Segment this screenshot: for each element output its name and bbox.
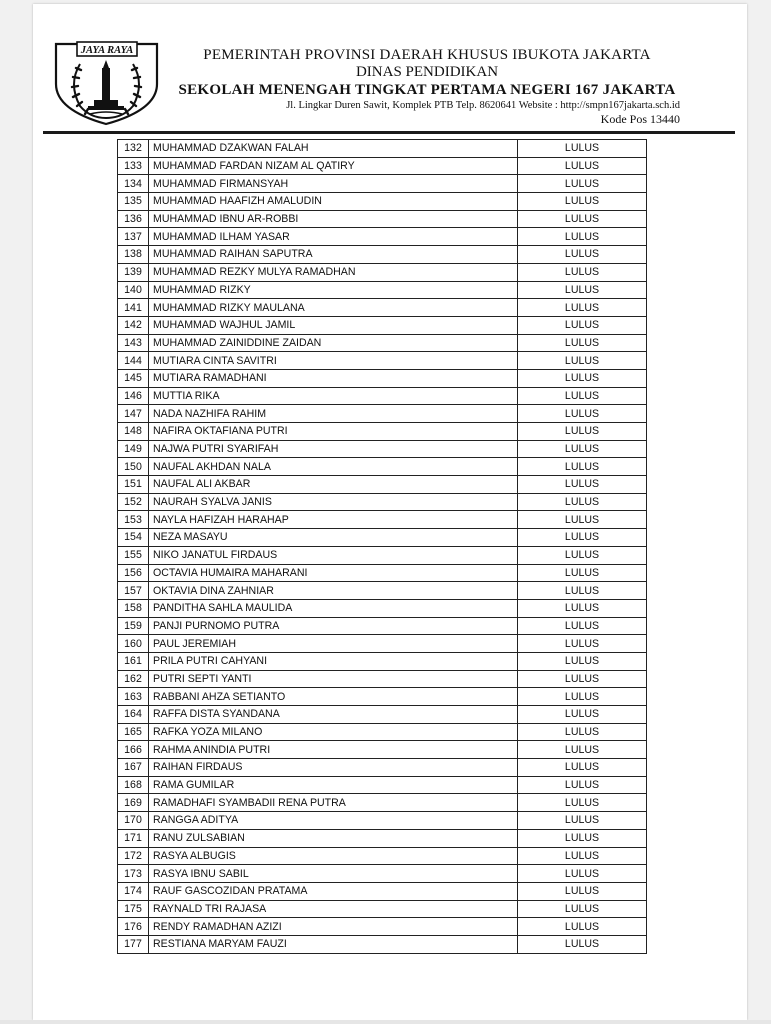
student-name: MUHAMMAD RIZKY MAULANA <box>149 299 518 317</box>
table-row <box>118 140 647 158</box>
row-number: 142 <box>118 316 149 334</box>
student-name: PANDITHA SAHLA MAULIDA <box>149 599 518 617</box>
graduation-status: LULUS <box>518 847 647 865</box>
table-row <box>118 405 647 423</box>
graduation-status: LULUS <box>518 440 647 458</box>
graduation-status: LULUS <box>518 882 647 900</box>
student-name: NEZA MASAYU <box>149 529 518 547</box>
graduation-table-body <box>118 140 647 954</box>
graduation-status: LULUS <box>518 688 647 706</box>
graduation-status: LULUS <box>518 493 647 511</box>
graduation-status: LULUS <box>518 635 647 653</box>
row-number: 148 <box>118 423 149 441</box>
row-number: 169 <box>118 794 149 812</box>
student-name: MUHAMMAD RIZKY <box>149 281 518 299</box>
letterhead-school-name: SEKOLAH MENENGAH TINGKAT PERTAMA NEGERI 167 JAKARTA <box>178 82 676 98</box>
row-number: 133 <box>118 157 149 175</box>
table-row <box>118 741 647 759</box>
table-row <box>118 369 647 387</box>
table-row <box>118 423 647 441</box>
student-name: MUTIARA RAMADHANI <box>149 369 518 387</box>
table-row <box>118 493 647 511</box>
table-row <box>118 476 647 494</box>
letterhead-address: Jl. Lingkar Duren Sawit, Komplek PTB Telp. 8620641 Website : http://smpn167jakarta.sch.id <box>286 100 680 111</box>
student-name: MUTIARA CINTA SAVITRI <box>149 352 518 370</box>
table-row <box>118 299 647 317</box>
table-row <box>118 440 647 458</box>
svg-text:JAYA RAYA: JAYA RAYA <box>80 45 134 56</box>
row-number: 140 <box>118 281 149 299</box>
graduation-status: LULUS <box>518 794 647 812</box>
header-divider <box>43 131 735 134</box>
graduation-status: LULUS <box>518 564 647 582</box>
table-row <box>118 794 647 812</box>
row-number: 171 <box>118 829 149 847</box>
student-name: PUTRI SEPTI YANTI <box>149 670 518 688</box>
table-row <box>118 776 647 794</box>
graduation-status: LULUS <box>518 935 647 953</box>
row-number: 156 <box>118 564 149 582</box>
table-row <box>118 688 647 706</box>
row-number: 139 <box>118 263 149 281</box>
table-row <box>118 193 647 211</box>
row-number: 147 <box>118 405 149 423</box>
row-number: 157 <box>118 582 149 600</box>
graduation-status: LULUS <box>518 511 647 529</box>
row-number: 158 <box>118 599 149 617</box>
table-row <box>118 617 647 635</box>
table-row <box>118 670 647 688</box>
student-name: MUHAMMAD REZKY MULYA RAMADHAN <box>149 263 518 281</box>
table-row <box>118 706 647 724</box>
student-name: RAIHAN FIRDAUS <box>149 759 518 777</box>
row-number: 164 <box>118 706 149 724</box>
student-name: MUHAMMAD WAJHUL JAMIL <box>149 316 518 334</box>
table-row <box>118 900 647 918</box>
student-name: MUHAMMAD ZAINIDDINE ZAIDAN <box>149 334 518 352</box>
graduation-status: LULUS <box>518 599 647 617</box>
graduation-status: LULUS <box>518 706 647 724</box>
graduation-status: LULUS <box>518 334 647 352</box>
student-name: NADA NAZHIFA RAHIM <box>149 405 518 423</box>
table-row <box>118 334 647 352</box>
row-number: 141 <box>118 299 149 317</box>
graduation-status: LULUS <box>518 900 647 918</box>
row-number: 155 <box>118 546 149 564</box>
row-number: 165 <box>118 723 149 741</box>
student-name: RAFKA YOZA MILANO <box>149 723 518 741</box>
student-name: RAHMA ANINDIA PUTRI <box>149 741 518 759</box>
graduation-status: LULUS <box>518 458 647 476</box>
table-row <box>118 882 647 900</box>
student-name: OCTAVIA HUMAIRA MAHARANI <box>149 564 518 582</box>
row-number: 144 <box>118 352 149 370</box>
row-number: 134 <box>118 175 149 193</box>
graduation-status: LULUS <box>518 723 647 741</box>
graduation-status: LULUS <box>518 175 647 193</box>
row-number: 152 <box>118 493 149 511</box>
graduation-status: LULUS <box>518 263 647 281</box>
graduation-status: LULUS <box>518 387 647 405</box>
row-number: 175 <box>118 900 149 918</box>
row-number: 145 <box>118 369 149 387</box>
graduation-status: LULUS <box>518 582 647 600</box>
student-name: RASYA ALBUGIS <box>149 847 518 865</box>
graduation-status: LULUS <box>518 140 647 158</box>
row-number: 132 <box>118 140 149 158</box>
student-name: PANJI PURNOMO PUTRA <box>149 617 518 635</box>
row-number: 149 <box>118 440 149 458</box>
table-row <box>118 352 647 370</box>
graduation-status: LULUS <box>518 210 647 228</box>
table-row <box>118 829 647 847</box>
row-number: 167 <box>118 759 149 777</box>
row-number: 137 <box>118 228 149 246</box>
student-name: RASYA IBNU SABIL <box>149 865 518 883</box>
student-name: MUHAMMAD RAIHAN SAPUTRA <box>149 246 518 264</box>
graduation-status: LULUS <box>518 299 647 317</box>
table-row <box>118 546 647 564</box>
row-number: 161 <box>118 652 149 670</box>
table-row <box>118 246 647 264</box>
graduation-status: LULUS <box>518 228 647 246</box>
student-name: MUHAMMAD IBNU AR-ROBBI <box>149 210 518 228</box>
graduation-status: LULUS <box>518 865 647 883</box>
table-row <box>118 511 647 529</box>
table-row <box>118 316 647 334</box>
row-number: 176 <box>118 918 149 936</box>
graduation-status: LULUS <box>518 157 647 175</box>
student-name: NAUFAL AKHDAN NALA <box>149 458 518 476</box>
row-number: 177 <box>118 935 149 953</box>
graduation-status: LULUS <box>518 829 647 847</box>
student-name: RENDY RAMADHAN AZIZI <box>149 918 518 936</box>
graduation-status: LULUS <box>518 670 647 688</box>
table-row <box>118 759 647 777</box>
row-number: 162 <box>118 670 149 688</box>
table-row <box>118 210 647 228</box>
student-name: MUHAMMAD FIRMANSYAH <box>149 175 518 193</box>
table-row <box>118 582 647 600</box>
table-row <box>118 564 647 582</box>
graduation-status: LULUS <box>518 652 647 670</box>
row-number: 172 <box>118 847 149 865</box>
student-name: RAFFA DISTA SYANDANA <box>149 706 518 724</box>
row-number: 170 <box>118 812 149 830</box>
row-number: 159 <box>118 617 149 635</box>
student-name: RAMADHAFI SYAMBADII RENA PUTRA <box>149 794 518 812</box>
student-name: MUHAMMAD ILHAM YASAR <box>149 228 518 246</box>
jaya-raya-logo <box>50 40 163 126</box>
row-number: 154 <box>118 529 149 547</box>
student-name: RAUF GASCOZIDAN PRATAMA <box>149 882 518 900</box>
table-row <box>118 263 647 281</box>
graduation-status: LULUS <box>518 918 647 936</box>
student-name: RANGGA ADITYA <box>149 812 518 830</box>
row-number: 166 <box>118 741 149 759</box>
graduation-status: LULUS <box>518 405 647 423</box>
table-row <box>118 865 647 883</box>
graduation-status: LULUS <box>518 529 647 547</box>
graduation-status: LULUS <box>518 246 647 264</box>
row-number: 136 <box>118 210 149 228</box>
student-name: NAURAH SYALVA JANIS <box>149 493 518 511</box>
student-name: PRILA PUTRI CAHYANI <box>149 652 518 670</box>
graduation-status: LULUS <box>518 281 647 299</box>
table-row <box>118 529 647 547</box>
graduation-status: LULUS <box>518 369 647 387</box>
graduation-status: LULUS <box>518 741 647 759</box>
table-row <box>118 635 647 653</box>
graduation-status: LULUS <box>518 546 647 564</box>
page-gap <box>0 1020 771 1024</box>
table-row <box>118 458 647 476</box>
table-row <box>118 157 647 175</box>
row-number: 151 <box>118 476 149 494</box>
student-name: NAJWA PUTRI SYARIFAH <box>149 440 518 458</box>
table-row <box>118 935 647 953</box>
student-name: MUHAMMAD FARDAN NIZAM AL QATIRY <box>149 157 518 175</box>
graduation-status: LULUS <box>518 812 647 830</box>
student-name: RAYNALD TRI RAJASA <box>149 900 518 918</box>
graduation-status: LULUS <box>518 423 647 441</box>
student-name: RANU ZULSABIAN <box>149 829 518 847</box>
graduation-status: LULUS <box>518 776 647 794</box>
student-name: RABBANI AHZA SETIANTO <box>149 688 518 706</box>
table-row <box>118 812 647 830</box>
table-row <box>118 723 647 741</box>
row-number: 153 <box>118 511 149 529</box>
graduation-status: LULUS <box>518 476 647 494</box>
row-number: 135 <box>118 193 149 211</box>
row-number: 146 <box>118 387 149 405</box>
student-name: NAFIRA OKTAFIANA PUTRI <box>149 423 518 441</box>
student-name: MUTTIA RIKA <box>149 387 518 405</box>
graduation-status: LULUS <box>518 352 647 370</box>
row-number: 150 <box>118 458 149 476</box>
student-name: NAUFAL ALI AKBAR <box>149 476 518 494</box>
letterhead <box>172 47 682 127</box>
row-number: 143 <box>118 334 149 352</box>
graduation-status: LULUS <box>518 759 647 777</box>
student-name: PAUL JEREMIAH <box>149 635 518 653</box>
table-row <box>118 847 647 865</box>
letterhead-government: PEMERINTAH PROVINSI DAERAH KHUSUS IBUKOTA JAKARTA <box>203 47 651 63</box>
graduation-table <box>117 139 647 954</box>
student-name: MUHAMMAD DZAKWAN FALAH <box>149 140 518 158</box>
graduation-status: LULUS <box>518 316 647 334</box>
row-number: 138 <box>118 246 149 264</box>
student-name: MUHAMMAD HAAFIZH AMALUDIN <box>149 193 518 211</box>
graduation-status: LULUS <box>518 617 647 635</box>
table-row <box>118 652 647 670</box>
table-row <box>118 918 647 936</box>
row-number: 163 <box>118 688 149 706</box>
table-row <box>118 599 647 617</box>
row-number: 173 <box>118 865 149 883</box>
letterhead-postal-code: Kode Pos 13440 <box>600 112 680 126</box>
table-row <box>118 228 647 246</box>
letterhead-department: DINAS PENDIDIKAN <box>355 64 499 80</box>
graduation-status: LULUS <box>518 193 647 211</box>
student-name: OKTAVIA DINA ZAHNIAR <box>149 582 518 600</box>
row-number: 174 <box>118 882 149 900</box>
row-number: 168 <box>118 776 149 794</box>
table-row <box>118 387 647 405</box>
student-name: RAMA GUMILAR <box>149 776 518 794</box>
student-name: RESTIANA MARYAM FAUZI <box>149 935 518 953</box>
student-name: NAYLA HAFIZAH HARAHAP <box>149 511 518 529</box>
student-name: NIKO JANATUL FIRDAUS <box>149 546 518 564</box>
table-row <box>118 175 647 193</box>
row-number: 160 <box>118 635 149 653</box>
table-row <box>118 281 647 299</box>
